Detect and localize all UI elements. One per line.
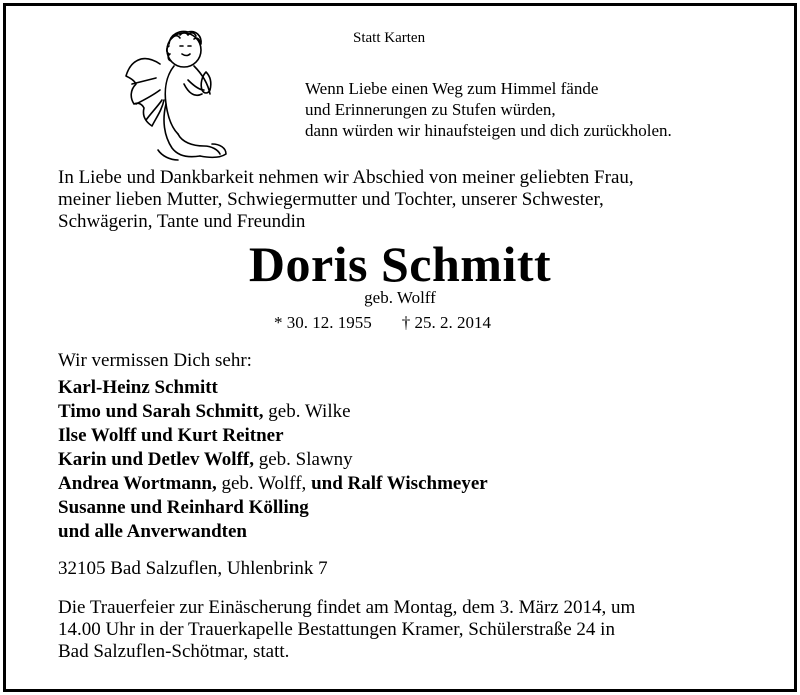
service-line: 14.00 Uhr in der Trauerkapelle Bestattungen Kramer, Schülerstraße 24 in: [58, 619, 615, 640]
mourner-name: Karin und Detlev Wolff,: [58, 449, 254, 470]
mourner-line: [58, 496, 488, 520]
mourner-name: Timo und Sarah Schmitt,: [58, 401, 264, 422]
intro-line: Schwägerin, Tante und Freundin: [58, 211, 306, 232]
poem-line: dann würden wir hinaufsteigen und dich zurückholen.: [305, 121, 672, 140]
mourner-line: [58, 520, 488, 544]
mourners-intro: Wir vermissen Dich sehr:: [58, 350, 252, 371]
intro-line: meiner lieben Mutter, Schwiegermutter und Tochter, unserer Schwester,: [58, 189, 604, 210]
praying-angel-icon: [122, 24, 232, 164]
poem-line: Wenn Liebe einen Weg zum Himmel fände: [305, 79, 599, 98]
mourner-name: und alle Anverwandten: [58, 521, 247, 542]
mourner-name: Karl-Heinz Schmitt: [58, 377, 218, 398]
mourner-line: [58, 472, 488, 496]
poem-line: und Erinnerungen zu Stufen würden,: [305, 100, 556, 119]
statt-karten-text: Statt Karten: [353, 30, 426, 46]
deceased-name: Doris Schmitt: [248, 236, 552, 292]
service-line: Bad Salzuflen-Schötmar, statt.: [58, 641, 290, 662]
intro-line: In Liebe und Dankbarkeit nehmen wir Abschied von meiner geliebten Frau,: [58, 167, 634, 188]
death-date: † 25. 2. 2014: [401, 313, 491, 332]
address: 32105 Bad Salzuflen, Uhlenbrink 7: [58, 558, 328, 579]
mourner-name: Ilse Wolff und Kurt Reitner: [58, 425, 284, 446]
mourner-note: geb. Wilke: [263, 401, 351, 422]
mourner-note: geb. Wolff,: [216, 473, 312, 494]
poem: [305, 78, 672, 141]
mourner-line: [58, 424, 488, 448]
mourner-line: [58, 400, 488, 424]
mourner-line: [58, 448, 488, 472]
mourner-name: Susanne und Reinhard Kölling: [58, 497, 309, 518]
service-line: Die Trauerfeier zur Einäscherung findet am Montag, dem 3. März 2014, um: [58, 597, 636, 618]
mourner-note: geb. Slawny: [254, 449, 353, 470]
mourners-list: [58, 376, 488, 544]
mourner-line: [58, 376, 488, 400]
service-info: [58, 597, 635, 663]
life-dates: [274, 313, 491, 333]
mourner-name: und Ralf Wischmeyer: [311, 473, 488, 494]
mourner-name: Andrea Wortmann,: [58, 473, 217, 494]
maiden-name: geb. Wolff: [364, 288, 436, 307]
birth-date: * 30. 12. 1955: [274, 313, 372, 332]
intro-text: [58, 167, 634, 233]
